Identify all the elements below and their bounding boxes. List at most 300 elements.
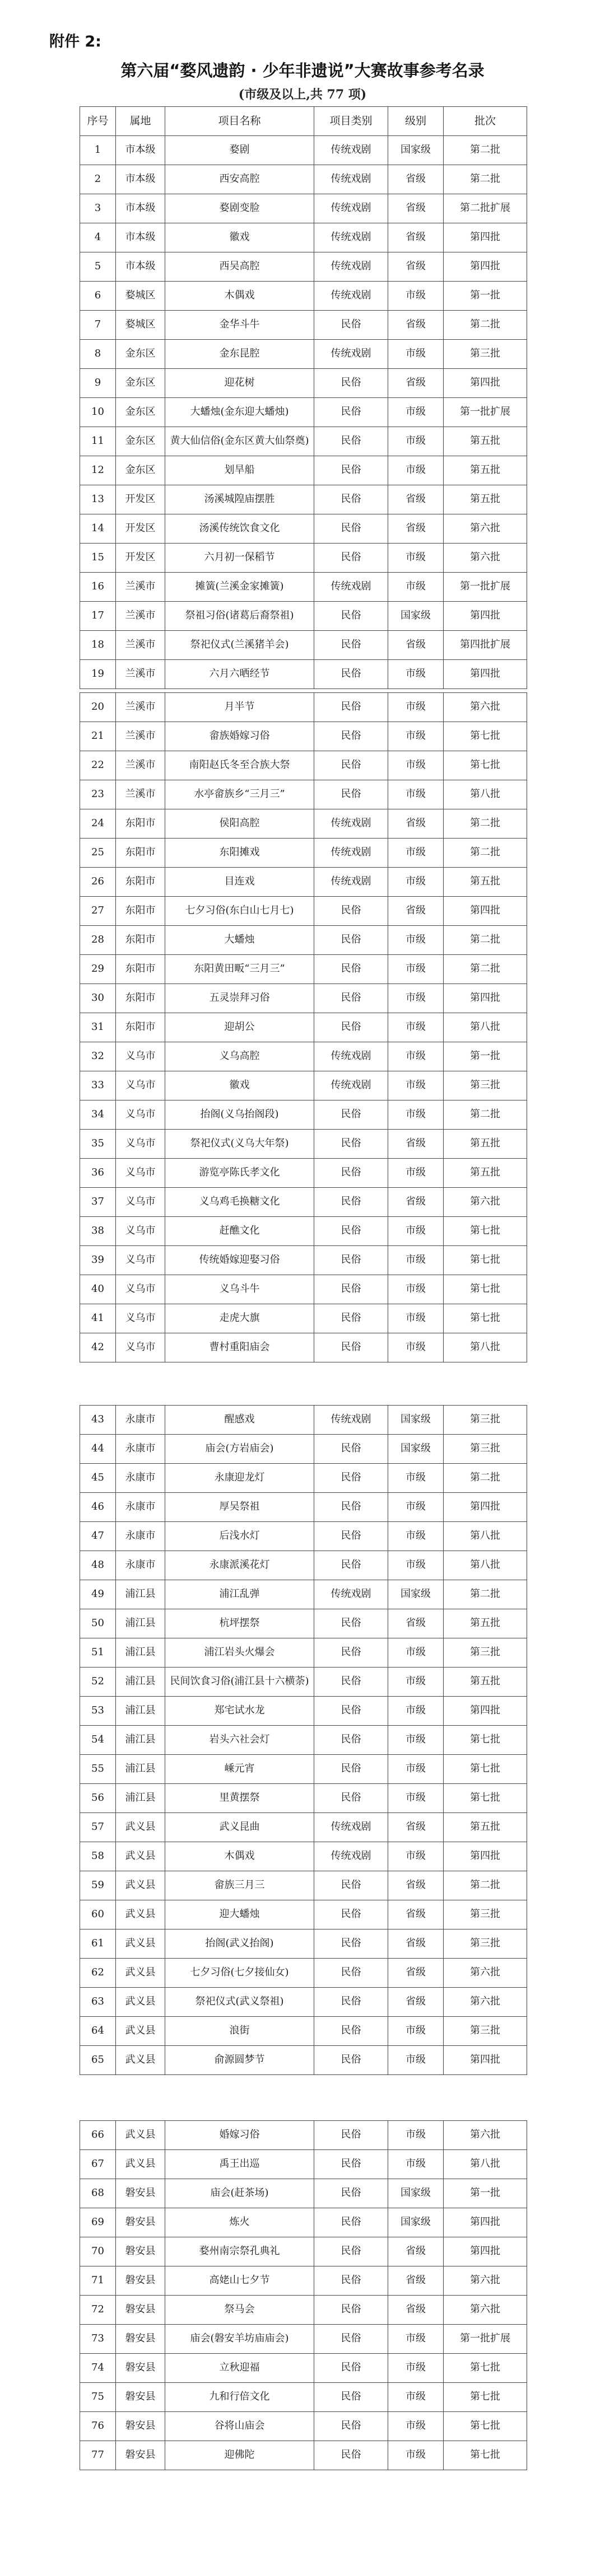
cell-region: 浦江县 (116, 1784, 165, 1813)
cell-category: 民俗 (314, 660, 388, 689)
cell-project-name: 迎大蟠烛 (165, 1900, 314, 1929)
cell-project-name: 庙会(方岩庙会) (165, 1435, 314, 1464)
cell-project-name: 炼火 (165, 2208, 314, 2237)
table-row (80, 1929, 527, 1959)
document-subtitle: (市级及以上,共 77 项) (238, 87, 367, 102)
cell-region: 金东区 (116, 427, 165, 456)
cell-region: 市本级 (116, 223, 165, 252)
cell-index: 72 (80, 2296, 116, 2325)
cell-category: 民俗 (314, 926, 388, 955)
table-row (80, 1333, 527, 1362)
cell-index: 68 (80, 2179, 116, 2208)
cell-level: 省级 (388, 1813, 444, 1842)
cell-project-name: 九和行倍文化 (165, 2383, 314, 2412)
cell-batch: 第七批 (444, 1755, 527, 1784)
cell-region: 兰溪市 (116, 693, 165, 722)
cell-batch: 第二批 (444, 311, 527, 340)
cell-batch: 第五批 (444, 868, 527, 897)
cell-project-name: 祭祖习俗(诸葛后裔祭祖) (165, 602, 314, 631)
cell-region: 义乌市 (116, 1071, 165, 1100)
cell-index: 56 (80, 1784, 116, 1813)
cell-project-name: 畲族婚嫁习俗 (165, 722, 314, 751)
cell-category: 民俗 (314, 369, 388, 398)
cell-batch: 第二批 (444, 1871, 527, 1900)
cell-level: 省级 (388, 1929, 444, 1959)
header-region: 属地 (116, 107, 165, 136)
cell-category: 民俗 (314, 2150, 388, 2179)
cell-category: 传统戏剧 (314, 223, 388, 252)
cell-level: 市级 (388, 1784, 444, 1813)
cell-level: 国家级 (388, 2179, 444, 2208)
cell-project-name: 祭祀仪式(武义祭祖) (165, 1988, 314, 2017)
cell-project-name: 金东昆腔 (165, 340, 314, 369)
cell-batch: 第六批 (444, 693, 527, 722)
cell-category: 民俗 (314, 1697, 388, 1726)
cell-project-name: 义乌高腔 (165, 1042, 314, 1071)
cell-category: 传统戏剧 (314, 809, 388, 839)
cell-project-name: 目连戏 (165, 868, 314, 897)
table-row (80, 398, 527, 427)
cell-level: 市级 (388, 2325, 444, 2354)
cell-level: 市级 (388, 1304, 444, 1333)
cell-index: 39 (80, 1246, 116, 1275)
cell-project-name: 郑宅试水龙 (165, 1697, 314, 1726)
cell-region: 磐安县 (116, 2179, 165, 2208)
cell-batch: 第四批 (444, 252, 527, 282)
cell-project-name: 南阳赵氏冬至合族大祭 (165, 751, 314, 780)
cell-level: 国家级 (388, 602, 444, 631)
table-row (80, 427, 527, 456)
cell-category: 民俗 (314, 1275, 388, 1304)
cell-region: 浦江县 (116, 1580, 165, 1609)
cell-batch: 第一批 (444, 282, 527, 311)
cell-level: 省级 (388, 809, 444, 839)
cell-region: 义乌市 (116, 1217, 165, 1246)
cell-batch: 第五批 (444, 456, 527, 485)
cell-category: 民俗 (314, 2354, 388, 2383)
cell-category: 民俗 (314, 1551, 388, 1580)
cell-project-name: 黄大仙信俗(金东区黄大仙祭奠) (165, 427, 314, 456)
table-row (80, 1100, 527, 1130)
cell-level: 省级 (388, 485, 444, 514)
cell-index: 11 (80, 427, 116, 456)
cell-level: 市级 (388, 2046, 444, 2075)
cell-region: 磐安县 (116, 2296, 165, 2325)
cell-category: 民俗 (314, 722, 388, 751)
cell-category: 民俗 (314, 544, 388, 573)
cell-index: 28 (80, 926, 116, 955)
cell-region: 永康市 (116, 1435, 165, 1464)
table-row (80, 1304, 527, 1333)
cell-category: 传统戏剧 (314, 573, 388, 602)
cell-batch: 第二批 (444, 1100, 527, 1130)
table-row (80, 660, 527, 689)
cell-index: 53 (80, 1697, 116, 1726)
cell-level: 市级 (388, 573, 444, 602)
cell-batch: 第四批 (444, 897, 527, 926)
cell-batch: 第一批扩展 (444, 573, 527, 602)
cell-project-name: 摊簧(兰溪金家摊簧) (165, 573, 314, 602)
heritage-table-block-2 (80, 692, 527, 1362)
table-row (80, 1246, 527, 1275)
cell-level: 市级 (388, 780, 444, 809)
cell-level: 省级 (388, 1188, 444, 1217)
cell-level: 省级 (388, 514, 444, 544)
cell-index: 42 (80, 1333, 116, 1362)
table-row (80, 1668, 527, 1697)
cell-index: 57 (80, 1813, 116, 1842)
cell-region: 义乌市 (116, 1042, 165, 1071)
cell-region: 磐安县 (116, 2208, 165, 2237)
cell-level: 市级 (388, 926, 444, 955)
cell-project-name: 东阳黄田畈“三月三” (165, 955, 314, 984)
cell-level: 省级 (388, 223, 444, 252)
cell-project-name: 迎胡公 (165, 1013, 314, 1042)
cell-region: 义乌市 (116, 1159, 165, 1188)
cell-level: 省级 (388, 1871, 444, 1900)
cell-index: 59 (80, 1871, 116, 1900)
table-row (80, 984, 527, 1013)
cell-level: 市级 (388, 398, 444, 427)
cell-project-name: 禹王出巡 (165, 2150, 314, 2179)
table-row (80, 194, 527, 223)
cell-category: 民俗 (314, 1159, 388, 1188)
header-index: 序号 (80, 107, 116, 136)
cell-category: 传统戏剧 (314, 1580, 388, 1609)
cell-level: 市级 (388, 1493, 444, 1522)
cell-category: 民俗 (314, 955, 388, 984)
cell-category: 民俗 (314, 1100, 388, 1130)
cell-level: 市级 (388, 984, 444, 1013)
cell-region: 市本级 (116, 136, 165, 165)
cell-category: 民俗 (314, 2208, 388, 2237)
cell-region: 婺城区 (116, 311, 165, 340)
cell-region: 兰溪市 (116, 660, 165, 689)
table-row (80, 282, 527, 311)
cell-category: 传统戏剧 (314, 282, 388, 311)
cell-region: 浦江县 (116, 1697, 165, 1726)
table-row (80, 602, 527, 631)
cell-level: 省级 (388, 1609, 444, 1638)
cell-index: 37 (80, 1188, 116, 1217)
cell-project-name: 金华斗牛 (165, 311, 314, 340)
table-row (80, 1188, 527, 1217)
cell-batch: 第六批 (444, 1188, 527, 1217)
cell-region: 磐安县 (116, 2325, 165, 2354)
cell-index: 6 (80, 282, 116, 311)
header-project-name: 项目名称 (165, 107, 314, 136)
cell-level: 国家级 (388, 1580, 444, 1609)
cell-region: 磐安县 (116, 2383, 165, 2412)
cell-index: 35 (80, 1130, 116, 1159)
cell-index: 54 (80, 1726, 116, 1755)
cell-region: 武义县 (116, 1813, 165, 1842)
cell-index: 23 (80, 780, 116, 809)
cell-index: 50 (80, 1609, 116, 1638)
cell-project-name: 水亭畲族乡“三月三” (165, 780, 314, 809)
cell-project-name: 庙会(赶茶场) (165, 2179, 314, 2208)
cell-batch: 第四批 (444, 369, 527, 398)
cell-category: 传统戏剧 (314, 194, 388, 223)
cell-project-name: 浦江岩头火爆会 (165, 1638, 314, 1668)
table-row (80, 2179, 527, 2208)
cell-index: 64 (80, 2017, 116, 2046)
cell-index: 71 (80, 2266, 116, 2296)
cell-category: 民俗 (314, 1013, 388, 1042)
cell-category: 民俗 (314, 514, 388, 544)
cell-project-name: 祭马会 (165, 2296, 314, 2325)
cell-region: 武义县 (116, 1959, 165, 1988)
cell-level: 市级 (388, 1522, 444, 1551)
cell-project-name: 立秋迎福 (165, 2354, 314, 2383)
cell-region: 东阳市 (116, 839, 165, 868)
cell-category: 传统戏剧 (314, 839, 388, 868)
cell-project-name: 高姥山七夕节 (165, 2266, 314, 2296)
cell-level: 国家级 (388, 136, 444, 165)
cell-index: 34 (80, 1100, 116, 1130)
cell-index: 27 (80, 897, 116, 926)
table-row (80, 1013, 527, 1042)
table-row (80, 1697, 527, 1726)
cell-region: 市本级 (116, 252, 165, 282)
cell-index: 9 (80, 369, 116, 398)
cell-category: 民俗 (314, 602, 388, 631)
cell-batch: 第四批 (444, 2046, 527, 2075)
cell-category: 民俗 (314, 1522, 388, 1551)
cell-project-name: 畲族三月三 (165, 1871, 314, 1900)
cell-index: 20 (80, 693, 116, 722)
cell-level: 市级 (388, 1697, 444, 1726)
cell-level: 市级 (388, 2017, 444, 2046)
cell-batch: 第四批 (444, 1842, 527, 1871)
cell-region: 武义县 (116, 2121, 165, 2150)
cell-region: 兰溪市 (116, 602, 165, 631)
table-row (80, 369, 527, 398)
cell-project-name: 杭坪摆祭 (165, 1609, 314, 1638)
table-row (80, 136, 527, 165)
cell-level: 省级 (388, 1130, 444, 1159)
table-row (80, 1580, 527, 1609)
cell-batch: 第八批 (444, 1522, 527, 1551)
cell-batch: 第四批 (444, 2237, 527, 2266)
table-row (80, 693, 527, 722)
cell-project-name: 岩头六社会灯 (165, 1726, 314, 1755)
cell-project-name: 祭祀仪式(兰溪猪羊会) (165, 631, 314, 660)
cell-level: 市级 (388, 1333, 444, 1362)
cell-index: 19 (80, 660, 116, 689)
cell-category: 民俗 (314, 1609, 388, 1638)
cell-category: 民俗 (314, 1871, 388, 1900)
cell-category: 民俗 (314, 311, 388, 340)
cell-region: 金东区 (116, 456, 165, 485)
cell-project-name: 大蟠烛(金东迎大蟠烛) (165, 398, 314, 427)
cell-batch: 第七批 (444, 2441, 527, 2470)
cell-project-name: 曹村重阳庙会 (165, 1333, 314, 1362)
cell-region: 兰溪市 (116, 631, 165, 660)
cell-batch: 第四批 (444, 602, 527, 631)
cell-region: 磐安县 (116, 2412, 165, 2441)
cell-batch: 第七批 (444, 1304, 527, 1333)
cell-region: 永康市 (116, 1406, 165, 1435)
cell-category: 传统戏剧 (314, 868, 388, 897)
table-row (80, 751, 527, 780)
cell-project-name: 大蟠烛 (165, 926, 314, 955)
cell-level: 市级 (388, 1755, 444, 1784)
cell-index: 16 (80, 573, 116, 602)
cell-region: 东阳市 (116, 955, 165, 984)
header-batch: 批次 (444, 107, 527, 136)
cell-project-name: 婺剧变脸 (165, 194, 314, 223)
cell-project-name: 婚嫁习俗 (165, 2121, 314, 2150)
cell-index: 67 (80, 2150, 116, 2179)
cell-category: 传统戏剧 (314, 252, 388, 282)
cell-batch: 第二批 (444, 926, 527, 955)
cell-batch: 第七批 (444, 1246, 527, 1275)
cell-project-name: 婺州南宗祭孔典礼 (165, 2237, 314, 2266)
cell-category: 民俗 (314, 1304, 388, 1333)
cell-project-name: 醒感戏 (165, 1406, 314, 1435)
cell-region: 兰溪市 (116, 780, 165, 809)
cell-batch: 第一批扩展 (444, 398, 527, 427)
table-row (80, 544, 527, 573)
cell-level: 省级 (388, 631, 444, 660)
table-header-row (80, 107, 527, 136)
cell-project-name: 木偶戏 (165, 1842, 314, 1871)
table-row (80, 1159, 527, 1188)
cell-level: 国家级 (388, 2208, 444, 2237)
cell-project-name: 嵊元宵 (165, 1755, 314, 1784)
cell-region: 浦江县 (116, 1726, 165, 1755)
cell-category: 民俗 (314, 984, 388, 1013)
cell-batch: 第八批 (444, 1013, 527, 1042)
cell-level: 市级 (388, 456, 444, 485)
cell-level: 市级 (388, 839, 444, 868)
cell-batch: 第五批 (444, 485, 527, 514)
cell-level: 市级 (388, 340, 444, 369)
cell-category: 民俗 (314, 1755, 388, 1784)
cell-index: 33 (80, 1071, 116, 1100)
cell-project-name: 赶醮文化 (165, 1217, 314, 1246)
cell-index: 30 (80, 984, 116, 1013)
heritage-table-block-4 (80, 2120, 527, 2470)
cell-level: 市级 (388, 2121, 444, 2150)
cell-level: 市级 (388, 955, 444, 984)
cell-level: 市级 (388, 1551, 444, 1580)
cell-index: 46 (80, 1493, 116, 1522)
cell-level: 市级 (388, 1668, 444, 1697)
table-row (80, 868, 527, 897)
cell-category: 民俗 (314, 1493, 388, 1522)
cell-category: 民俗 (314, 693, 388, 722)
cell-batch: 第四批 (444, 660, 527, 689)
cell-category: 民俗 (314, 1929, 388, 1959)
cell-region: 浦江县 (116, 1609, 165, 1638)
cell-batch: 第六批 (444, 1988, 527, 2017)
cell-project-name: 抬阁(义乌抬阁段) (165, 1100, 314, 1130)
table-row (80, 2383, 527, 2412)
cell-category: 民俗 (314, 1726, 388, 1755)
cell-project-name: 谷将山庙会 (165, 2412, 314, 2441)
cell-project-name: 俞源圆梦节 (165, 2046, 314, 2075)
cell-level: 省级 (388, 1959, 444, 1988)
cell-batch: 第五批 (444, 427, 527, 456)
cell-index: 58 (80, 1842, 116, 1871)
cell-level: 省级 (388, 252, 444, 282)
cell-level: 市级 (388, 660, 444, 689)
cell-batch: 第三批 (444, 1638, 527, 1668)
table-row (80, 1071, 527, 1100)
table-row (80, 1464, 527, 1493)
cell-region: 市本级 (116, 165, 165, 194)
cell-project-name: 六月六晒经节 (165, 660, 314, 689)
cell-level: 市级 (388, 282, 444, 311)
cell-region: 磐安县 (116, 2237, 165, 2266)
cell-index: 77 (80, 2441, 116, 2470)
cell-index: 4 (80, 223, 116, 252)
cell-category: 传统戏剧 (314, 1842, 388, 1871)
cell-region: 武义县 (116, 2150, 165, 2179)
cell-batch: 第三批 (444, 1435, 527, 1464)
cell-level: 市级 (388, 1013, 444, 1042)
cell-project-name: 浪街 (165, 2017, 314, 2046)
cell-batch: 第三批 (444, 340, 527, 369)
cell-category: 民俗 (314, 2237, 388, 2266)
cell-batch: 第三批 (444, 1406, 527, 1435)
cell-batch: 第四批 (444, 2208, 527, 2237)
cell-category: 民俗 (314, 2121, 388, 2150)
cell-project-name: 义乌斗牛 (165, 1275, 314, 1304)
cell-batch: 第八批 (444, 2150, 527, 2179)
cell-region: 浦江县 (116, 1668, 165, 1697)
cell-index: 2 (80, 165, 116, 194)
cell-category: 民俗 (314, 751, 388, 780)
table-row (80, 1900, 527, 1929)
cell-project-name: 划旱船 (165, 456, 314, 485)
cell-index: 40 (80, 1275, 116, 1304)
cell-category: 民俗 (314, 1900, 388, 1929)
cell-batch: 第三批 (444, 1071, 527, 1100)
cell-index: 43 (80, 1406, 116, 1435)
table-row (80, 2017, 527, 2046)
cell-category: 民俗 (314, 485, 388, 514)
cell-region: 东阳市 (116, 897, 165, 926)
cell-batch: 第七批 (444, 1726, 527, 1755)
table-row (80, 1275, 527, 1304)
table-row (80, 2208, 527, 2237)
cell-batch: 第六批 (444, 514, 527, 544)
cell-region: 磐安县 (116, 2354, 165, 2383)
cell-project-name: 五灵崇拜习俗 (165, 984, 314, 1013)
table-row (80, 809, 527, 839)
cell-batch: 第五批 (444, 1159, 527, 1188)
cell-project-name: 永康迎龙灯 (165, 1464, 314, 1493)
cell-project-name: 七夕习俗(七夕接仙女) (165, 1959, 314, 1988)
cell-index: 44 (80, 1435, 116, 1464)
cell-region: 开发区 (116, 544, 165, 573)
cell-level: 省级 (388, 2237, 444, 2266)
cell-index: 65 (80, 2046, 116, 2075)
cell-level: 省级 (388, 369, 444, 398)
cell-index: 66 (80, 2121, 116, 2150)
cell-project-name: 永康派溪花灯 (165, 1551, 314, 1580)
cell-region: 东阳市 (116, 926, 165, 955)
cell-region: 武义县 (116, 1900, 165, 1929)
cell-level: 省级 (388, 194, 444, 223)
cell-batch: 第四批 (444, 1697, 527, 1726)
cell-batch: 第三批 (444, 1900, 527, 1929)
table-row (80, 1435, 527, 1464)
table-row (80, 456, 527, 485)
